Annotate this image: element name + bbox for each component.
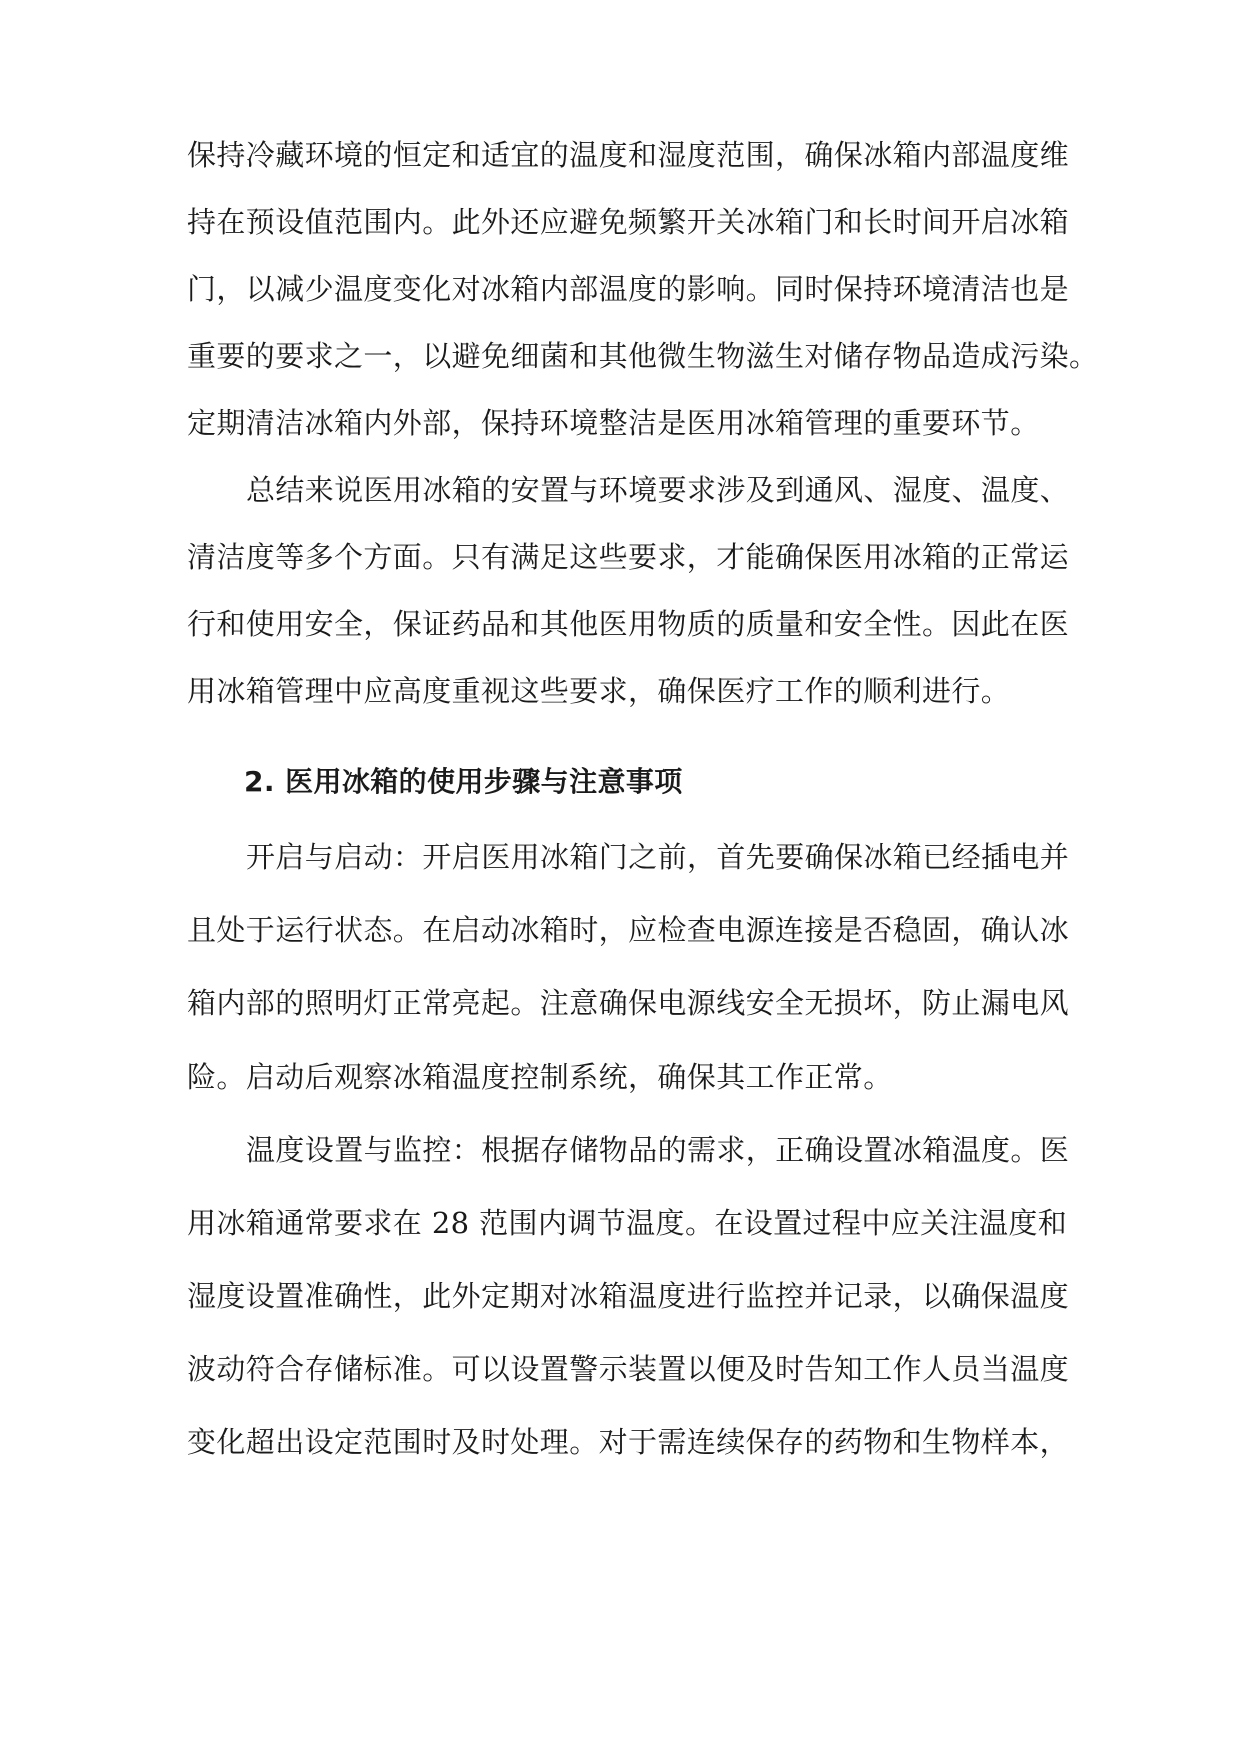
paragraph-line: 门，以减少温度变化对冰箱内部温度的影响。同时保持环境清洁也是 [187, 272, 1070, 306]
paragraph-line: 重要的要求之一，以避免细菌和其他微生物滋生对储存物品造成污染。 [187, 339, 1099, 373]
section-heading: 2. 医用冰箱的使用步骤与注意事项 [244, 765, 683, 798]
paragraph-line: 温度设置与监控：根据存储物品的需求，正确设置冰箱温度。医 [246, 1133, 1070, 1167]
paragraph-line: 湿度设置准确性，此外定期对冰箱温度进行监控并记录，以确保温度 [187, 1279, 1070, 1313]
paragraph-line: 保持冷藏环境的恒定和适宜的温度和湿度范围，确保冰箱内部温度维 [187, 138, 1070, 172]
paragraph-line: 且处于运行状态。在启动冰箱时，应检查电源连接是否稳固，确认冰 [187, 913, 1070, 947]
paragraph-line: 险。启动后观察冰箱温度控制系统，确保其工作正常。 [187, 1060, 893, 1094]
paragraph-line: 用冰箱管理中应高度重视这些要求，确保医疗工作的顺利进行。 [187, 674, 1011, 708]
paragraph-line: 开启与启动：开启医用冰箱门之前，首先要确保冰箱已经插电并 [246, 840, 1070, 874]
paragraph-line: 波动符合存储标准。可以设置警示装置以便及时告知工作人员当温度 [187, 1352, 1070, 1386]
paragraph-line: 变化超出设定范围时及时处理。对于需连续保存的药物和生物样本， [187, 1425, 1070, 1459]
paragraph-line: 清洁度等多个方面。只有满足这些要求，才能确保医用冰箱的正常运 [187, 540, 1070, 574]
paragraph-line: 持在预设值范围内。此外还应避免频繁开关冰箱门和长时间开启冰箱 [187, 205, 1070, 239]
paragraph-line: 用冰箱通常要求在 28 范围内调节温度。在设置过程中应关注温度和 [187, 1206, 1068, 1240]
paragraph-line: 箱内部的照明灯正常亮起。注意确保电源线安全无损坏，防止漏电风 [187, 986, 1070, 1020]
paragraph-line: 行和使用安全，保证药品和其他医用物质的质量和安全性。因此在医 [187, 607, 1070, 641]
paragraph-line: 定期清洁冰箱内外部，保持环境整洁是医用冰箱管理的重要环节。 [187, 406, 1040, 440]
paragraph-line: 总结来说医用冰箱的安置与环境要求涉及到通风、湿度、温度、 [246, 473, 1070, 507]
